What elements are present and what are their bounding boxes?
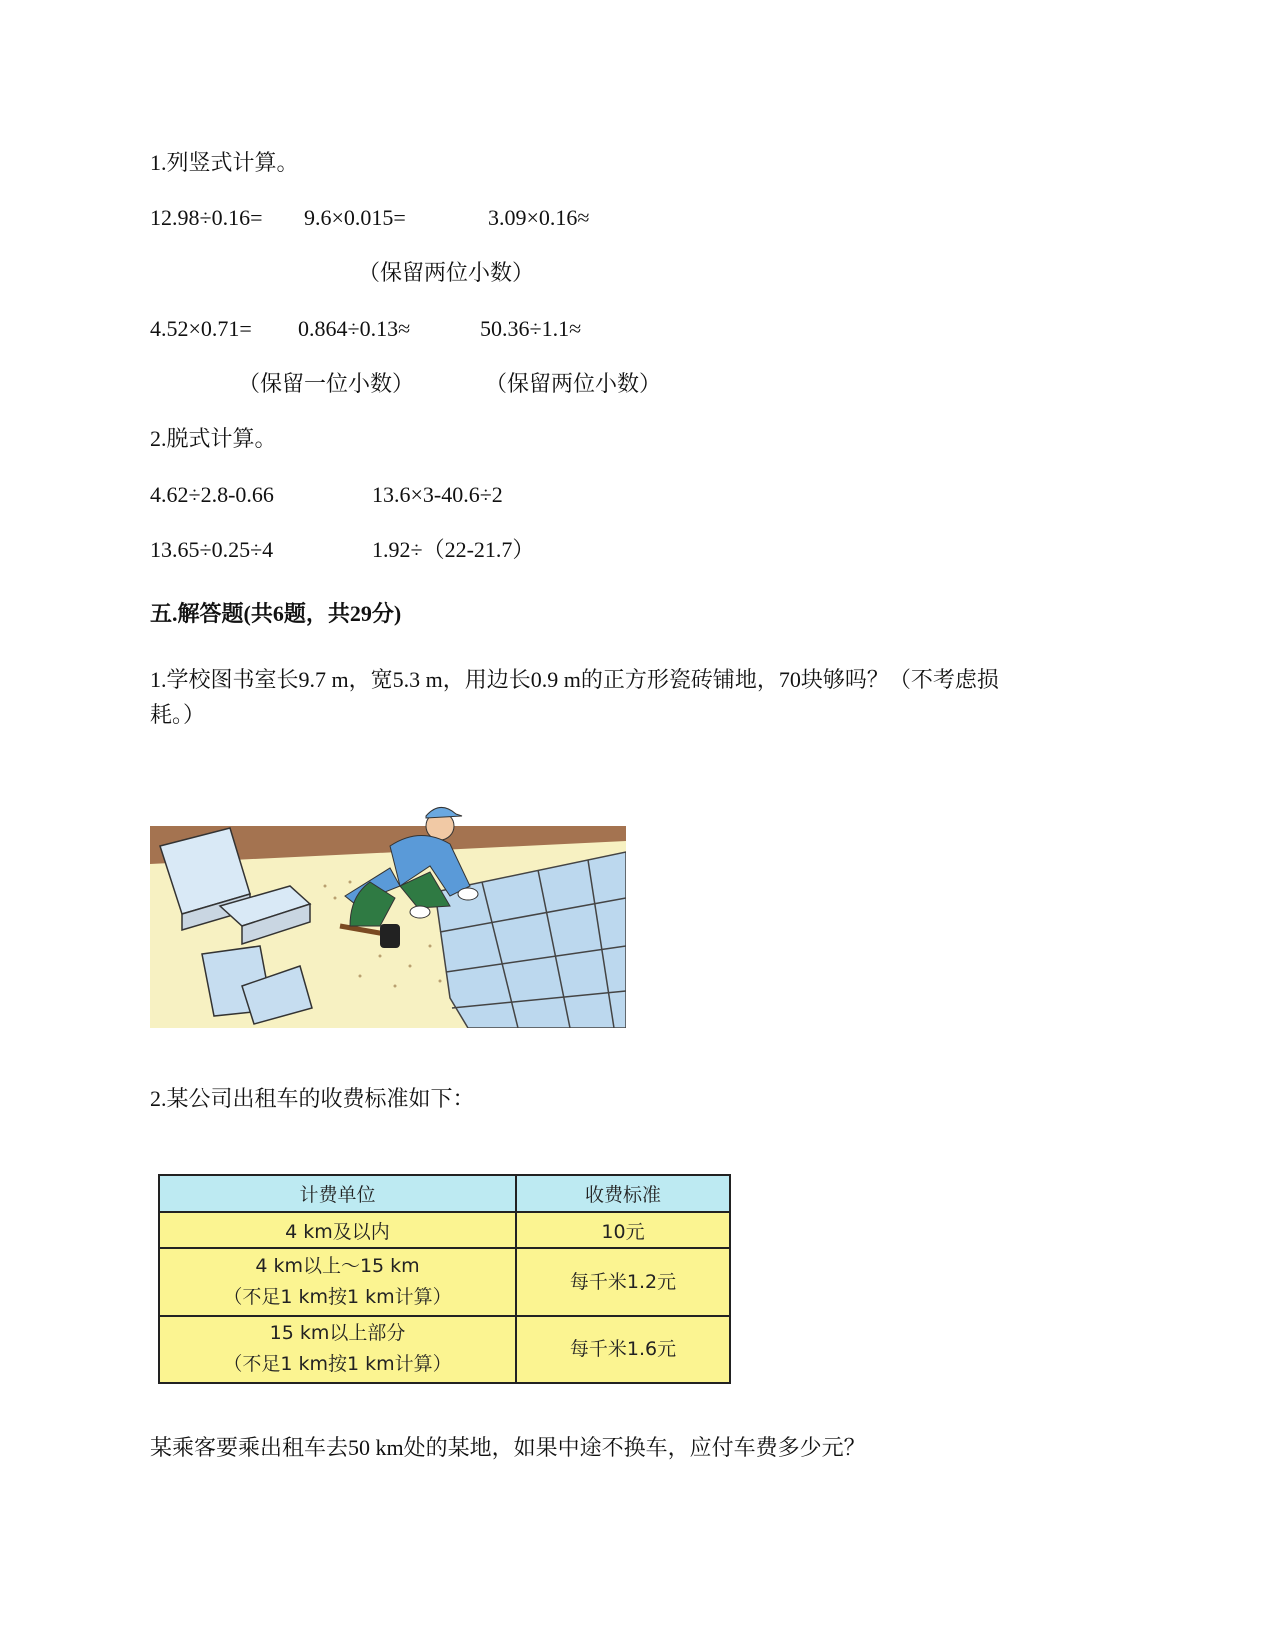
fare-unit-text: 4 km以上～15 km [255,1255,420,1278]
fare-price-cell: 每千米1.6元 [516,1316,730,1383]
fare-price-cell: 每千米1.2元 [516,1248,730,1315]
tiling-worker-illustration [150,786,626,1028]
calc-problem: 3.09×0.16≈ [488,205,590,230]
calc-heading: 1.列竖式计算。 [150,150,299,175]
calc-problem: 0.864÷0.13≈ [298,316,411,341]
question-2-text: 某乘客要乘出租车去50 km处的某地，如果中途不换车，应付车费多少元？ [150,1435,866,1460]
fare-unit-cell [159,1316,516,1383]
fare-table [158,1174,731,1384]
stepcalc-problem: 4.62÷2.8-0.66 [150,482,274,507]
calc-problem: 50.36÷1.1≈ [480,316,582,341]
section-heading: 五.解答题(共6题，共29分) [150,601,402,626]
rounding-note: （保留两位小数） [485,371,662,396]
calc-problem: 12.98÷0.16= [150,205,263,230]
rounding-note: （保留一位小数） [238,371,415,396]
stepcalc-problem: 13.6×3-40.6÷2 [372,482,503,507]
calc-problem: 9.6×0.015= [304,205,406,230]
fare-unit-cell [159,1248,516,1315]
fare-table-row [159,1316,730,1383]
fare-unit-note: （不足1 km按1 km计算） [223,1353,452,1376]
question-1-text: 1.学校图书室长9.7 m，宽5.3 m，用边长0.9 m的正方形瓷砖铺地，70块够吗？（不考虑损 [150,667,999,692]
stepcalc-heading: 2.脱式计算。 [150,426,277,451]
fare-unit-text: 4 km及以内 [285,1220,390,1243]
fare-table-header: 收费标准 [516,1175,730,1212]
fare-table-row [159,1248,730,1315]
fare-table-row [159,1212,730,1249]
fare-price-cell: 10元 [516,1212,730,1249]
fare-unit-note: （不足1 km按1 km计算） [223,1286,452,1309]
calc-problem: 4.52×0.71= [150,316,252,341]
question-1-text-cont: 耗。） [150,702,206,727]
fare-table-header: 计费单位 [159,1175,516,1212]
question-2-intro: 2.某公司出租车的收费标准如下： [150,1086,475,1111]
stepcalc-problem: 13.65÷0.25÷4 [150,537,274,562]
fare-unit-text: 15 km以上部分 [269,1322,406,1345]
fare-unit-cell [159,1212,516,1249]
stepcalc-problem: 1.92÷（22-21.7） [372,537,535,562]
rounding-note: （保留两位小数） [358,260,535,285]
